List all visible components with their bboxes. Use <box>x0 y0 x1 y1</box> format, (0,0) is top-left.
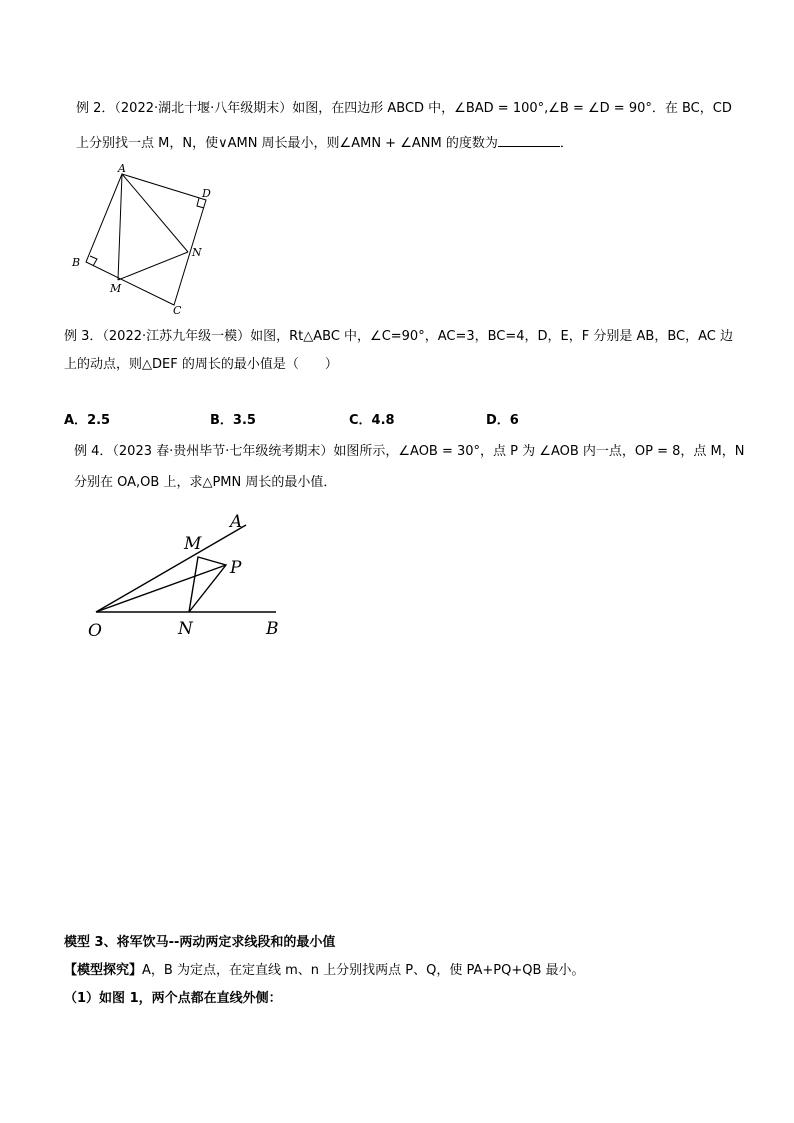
ex3-line1: 例 3．（2022·江苏九年级一模）如图，Rt△ABC 中，∠C=90°，AC=3，BC=4，D，E，F 分别是 AB，BC，AC 边 <box>64 329 733 344</box>
label-d: D <box>202 187 211 200</box>
ex2-line2-text: 上分别找一点 M，N，使∨AMN 周长最小，则∠AMN + ∠ANM 的度数为 <box>76 136 498 151</box>
quad-abcd <box>86 174 206 305</box>
segment-an <box>122 174 188 252</box>
model3-explore <box>64 962 585 980</box>
label-o: O <box>88 621 102 641</box>
ex3-line2: 上的动点，则△DEF 的周长的最小值是（ ） <box>64 357 338 372</box>
segment-am <box>118 174 122 280</box>
label-n: N <box>178 619 193 639</box>
ex2-line1: 例 2．（2022·湖北十堰·八年级期末）如图，在四边形 ABCD 中，∠BAD = 100°,∠B = ∠D = 90°．在 BC，CD <box>76 101 732 116</box>
option-d-letter: D． <box>486 413 510 428</box>
ex4-angle-figure <box>80 505 300 645</box>
option-c-value: 4.8 <box>371 413 395 428</box>
label-m: M <box>110 282 122 295</box>
triangle-pmn <box>189 557 226 612</box>
ex2-line2 <box>76 134 573 153</box>
option-a-value: 2.5 <box>87 413 111 428</box>
segment-op <box>96 565 226 612</box>
label-a: A <box>230 512 243 532</box>
segment-mn <box>118 252 188 280</box>
label-b: B <box>266 619 279 639</box>
ex2-line2-end: ． <box>559 136 573 151</box>
ex4-line2: 分别在 OA,OB 上，求△PMN 周长的最小值． <box>74 475 337 490</box>
explore-text: A，B 为定点，在定直线 m、n 上分别找两点 P、Q，使 PA+PQ+QB 最小。 <box>142 963 585 978</box>
model3-case1: （1）如图 1，两个点都在直线外侧： <box>64 991 282 1006</box>
option-a-letter: A． <box>64 413 88 428</box>
option-b-letter: B． <box>210 413 233 428</box>
label-a: A <box>118 162 126 175</box>
label-m: M <box>184 534 202 554</box>
ex2-quadrilateral-figure <box>60 160 220 320</box>
option-a <box>64 409 110 428</box>
option-b <box>210 409 256 428</box>
option-c <box>349 409 395 428</box>
option-d-value: 6 <box>509 413 519 428</box>
option-c-letter: C． <box>349 413 372 428</box>
answer-blank <box>498 134 560 147</box>
label-b: B <box>72 256 81 269</box>
option-d <box>486 409 519 428</box>
label-c: C <box>173 304 182 317</box>
model3-title: 模型 3、将军饮马--两动两定求线段和的最小值 <box>64 935 336 950</box>
ex4-line1: 例 4．（2023 春·贵州毕节·七年级统考期末）如图所示，∠AOB = 30°，点 P 为 ∠AOB 内一点，OP = 8，点 M，N <box>74 444 745 459</box>
option-b-value: 3.5 <box>232 413 256 428</box>
label-p: P <box>230 558 242 578</box>
explore-tag: 【模型探究】 <box>64 963 143 978</box>
label-n: N <box>192 246 202 259</box>
